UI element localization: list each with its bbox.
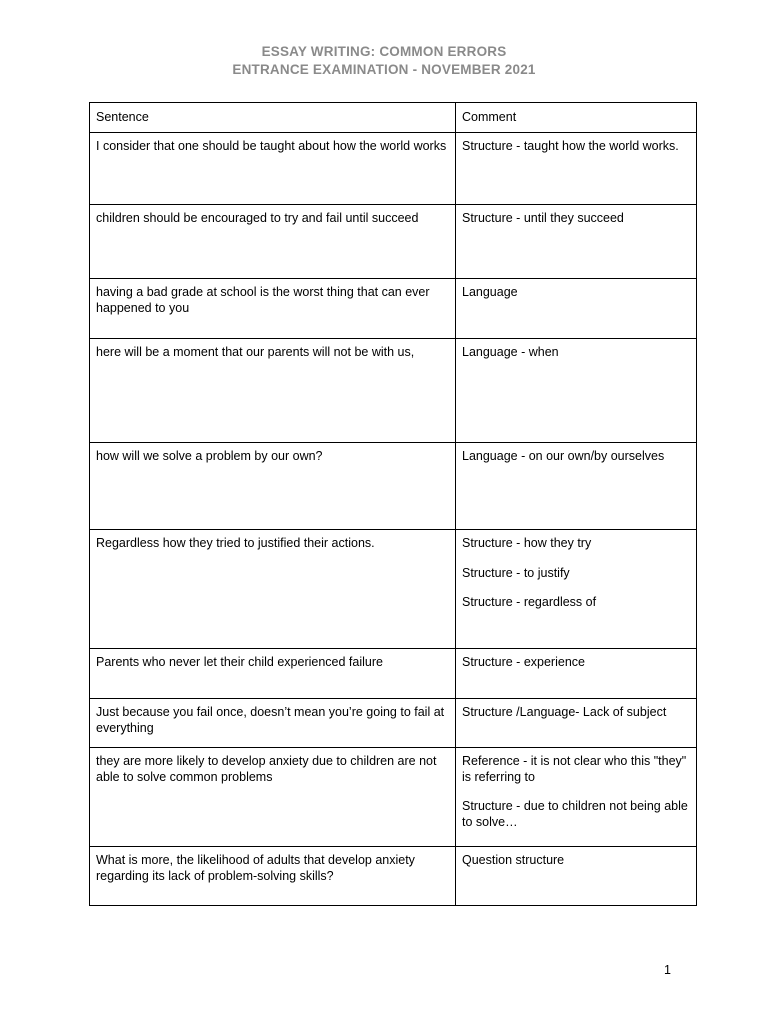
sentence-cell: having a bad grade at school is the worst thing that can ever happened to you <box>90 279 456 339</box>
comment-cell <box>456 205 697 279</box>
comment-text: Question structure <box>462 853 565 867</box>
comment-text: Structure - until they succeed <box>462 211 624 225</box>
comment-text: Structure - how they try <box>462 536 592 550</box>
table-row <box>90 530 697 649</box>
table-row <box>90 339 697 443</box>
document-title: ESSAY WRITING: COMMON ERRORS <box>261 44 507 59</box>
column-header-comment: Comment <box>456 103 697 133</box>
comment-cell <box>456 339 697 443</box>
comment-cell <box>456 748 697 847</box>
comment-text: Structure - due to children not being able to solve… <box>462 799 688 829</box>
document-subtitle: ENTRANCE EXAMINATION - NOVEMBER 2021 <box>232 62 536 77</box>
comment-cell <box>456 443 697 530</box>
comment-cell <box>456 649 697 699</box>
comment-text: Structure - to justify <box>462 565 570 580</box>
comment-cell <box>456 699 697 748</box>
comment-text: Language - when <box>462 345 559 359</box>
comment-text: Structure /Language- Lack of subject <box>462 705 667 719</box>
table-row <box>90 699 697 748</box>
sentence-cell: Just because you fail once, doesn’t mean you’re going to fail at everything <box>90 699 456 748</box>
comment-cell <box>456 530 697 649</box>
table-row <box>90 847 697 906</box>
comment-text: Language - on our own/by ourselves <box>462 449 665 463</box>
document-header <box>0 43 768 79</box>
table-header-row <box>90 103 697 133</box>
comment-text: Language <box>462 285 518 299</box>
comment-text: Structure - regardless of <box>462 595 597 609</box>
sentence-cell: they are more likely to develop anxiety due to children are not able to solve common problems <box>90 748 456 847</box>
sentence-cell: I consider that one should be taught about how the world works <box>90 133 456 205</box>
sentence-cell: children should be encouraged to try and fail until succeed <box>90 205 456 279</box>
comment-text: Reference - it is not clear who this "they" is referring to <box>462 754 687 784</box>
column-header-sentence: Sentence <box>90 103 456 133</box>
comment-text: Structure - taught how the world works. <box>462 139 679 153</box>
table-row <box>90 133 697 205</box>
table-row <box>90 279 697 339</box>
sentence-cell: here will be a moment that our parents will not be with us, <box>90 339 456 443</box>
sentence-cell: Regardless how they tried to justified their actions. <box>90 530 456 649</box>
page-number: 1 <box>664 963 671 977</box>
comment-cell <box>456 279 697 339</box>
comment-cell <box>456 847 697 906</box>
comment-cell <box>456 133 697 205</box>
table-row <box>90 205 697 279</box>
table-row <box>90 748 697 847</box>
sentence-cell: What is more, the likelihood of adults that develop anxiety regarding its lack of problem-solving skills? <box>90 847 456 906</box>
comment-text: Structure - experience <box>462 655 585 669</box>
table-row <box>90 443 697 530</box>
sentence-cell: how will we solve a problem by our own? <box>90 443 456 530</box>
sentence-cell: Parents who never let their child experienced failure <box>90 649 456 699</box>
errors-table <box>89 102 697 906</box>
table-row <box>90 649 697 699</box>
